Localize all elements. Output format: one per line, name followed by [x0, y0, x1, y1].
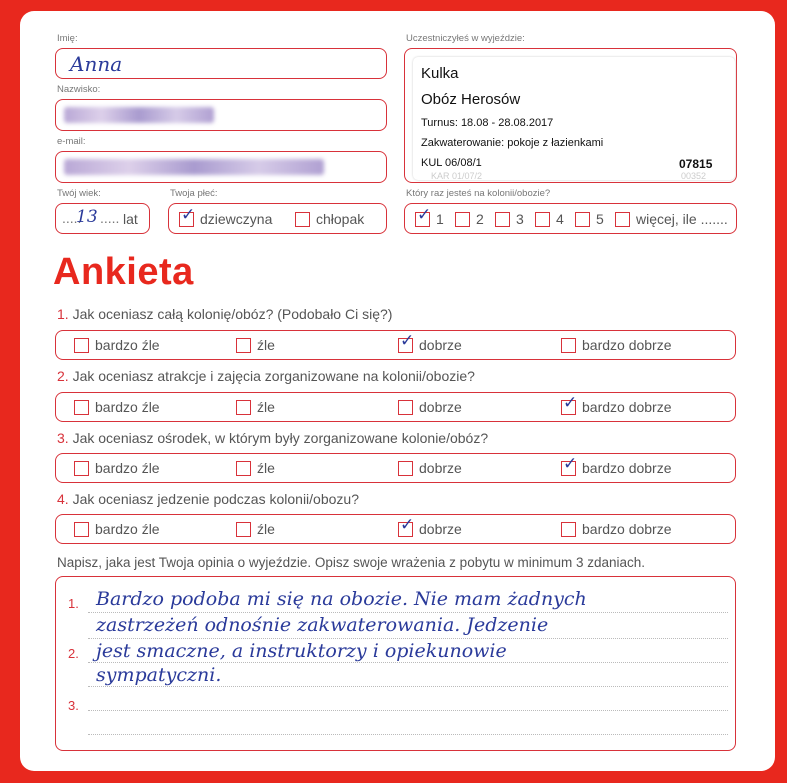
answer-row-2 — [55, 392, 736, 422]
option-label: bardzo źle — [95, 460, 160, 477]
checkbox[interactable] — [561, 392, 578, 415]
email-label: e-mail: — [57, 136, 86, 147]
checkbox[interactable] — [535, 212, 550, 227]
option-bardzo-dobrze[interactable] — [561, 520, 672, 537]
visits-option-1[interactable] — [415, 204, 444, 228]
question-text: Jak oceniasz ośrodek, w którym były zorganizowane kolonie/obóz? — [72, 430, 489, 446]
option-label: bardzo źle — [95, 521, 160, 538]
visits-option-5[interactable] — [575, 210, 604, 227]
camp-number: 07815 — [679, 157, 713, 171]
checkbox[interactable] — [455, 212, 470, 227]
age-unit: lat — [123, 211, 138, 227]
checkbox[interactable] — [74, 461, 89, 476]
question-text: Jak oceniasz jedzenie podczas kolonii/obozu? — [72, 491, 359, 507]
option-label: dobrze — [419, 460, 462, 477]
check-mark-icon: ✓ — [181, 204, 196, 225]
opinion-line-4: sympatyczni. — [96, 664, 222, 686]
checkbox[interactable] — [561, 453, 578, 476]
question-number: 1. — [57, 306, 69, 322]
option-label: 1 — [436, 211, 444, 228]
visits-option-4[interactable] — [535, 210, 564, 227]
opinion-line-3: jest smaczne, a instruktorzy i opiekunowie — [96, 640, 507, 662]
trip-field — [404, 48, 737, 183]
question-1 — [57, 306, 392, 322]
option-label: więcej, ile ....... — [636, 211, 728, 228]
gender-option-girl[interactable] — [179, 204, 273, 228]
option-label: bardzo dobrze — [582, 337, 672, 354]
option-zle[interactable] — [236, 459, 275, 476]
option-label: źle — [257, 337, 275, 354]
gender-label: Twoja płeć: — [170, 188, 218, 199]
option-bardzo-zle[interactable] — [74, 520, 160, 537]
ruled-line — [88, 638, 728, 639]
option-label: dobrze — [419, 337, 462, 354]
camp-code: KUL 06/08/1 — [421, 157, 482, 169]
option-bardzo-zle[interactable] — [74, 336, 160, 353]
option-label: dobrze — [419, 521, 462, 538]
ruled-line — [88, 734, 728, 735]
email-redacted — [64, 159, 324, 175]
opinion-line-1: Bardzo podoba mi się na obozie. Nie mam żadnych — [96, 588, 587, 610]
gender-option-boy[interactable] — [295, 210, 364, 227]
sticker-name: Kulka — [421, 65, 459, 82]
age-field[interactable] — [55, 203, 150, 234]
option-label: 4 — [556, 211, 564, 228]
surname-field[interactable] — [55, 99, 387, 131]
option-bardzo-zle[interactable] — [74, 459, 160, 476]
option-label: bardzo dobrze — [582, 460, 672, 477]
survey-title: Ankieta — [53, 251, 194, 293]
question-number: 3. — [57, 430, 69, 446]
checkbox[interactable] — [74, 338, 89, 353]
ruled-line — [88, 686, 728, 687]
checkbox[interactable] — [398, 400, 413, 415]
option-dobrze[interactable] — [398, 514, 462, 538]
checkbox[interactable] — [236, 522, 251, 537]
gender-field — [168, 203, 387, 234]
question-number: 4. — [57, 491, 69, 507]
question-text: Jak oceniasz całą kolonię/obóz? (Podobało Ci się?) — [72, 306, 393, 322]
check-mark-icon: ✓ — [400, 514, 415, 535]
question-3 — [57, 430, 488, 446]
under-number: 00352 — [681, 171, 707, 181]
option-zle[interactable] — [236, 336, 275, 353]
name-field[interactable] — [55, 48, 387, 79]
option-bardzo-zle[interactable] — [74, 398, 160, 415]
checkbox[interactable] — [236, 461, 251, 476]
ruled-line — [88, 710, 728, 711]
check-mark-icon: ✓ — [417, 204, 432, 225]
checkbox[interactable] — [615, 212, 630, 227]
under-code: KAR 01/07/2 — [431, 171, 483, 181]
checkbox[interactable] — [236, 400, 251, 415]
checkbox[interactable] — [561, 522, 576, 537]
visits-option-2[interactable] — [455, 210, 484, 227]
checkbox[interactable] — [495, 212, 510, 227]
trip-label: Uczestniczyłeś w wyjeździe: — [406, 33, 525, 44]
option-zle[interactable] — [236, 520, 275, 537]
option-zle[interactable] — [236, 398, 275, 415]
question-2 — [57, 368, 475, 384]
visits-option-more[interactable] — [615, 210, 728, 227]
line-number-2: 2. — [68, 646, 79, 661]
option-label: dziewczyna — [200, 211, 273, 228]
option-label: źle — [257, 460, 275, 477]
opinion-line-2: zastrzeżeń odnośnie zakwaterowania. Jedzenie — [96, 614, 549, 636]
answer-row-3 — [55, 453, 736, 483]
option-dobrze[interactable] — [398, 330, 462, 354]
line-number-1: 1. — [68, 596, 79, 611]
camp-sticker — [413, 57, 735, 180]
visits-field — [404, 203, 737, 234]
option-label: źle — [257, 521, 275, 538]
check-mark-icon: ✓ — [400, 330, 415, 351]
option-label: bardzo źle — [95, 399, 160, 416]
option-label: bardzo dobrze — [582, 521, 672, 538]
option-label: 3 — [516, 211, 524, 228]
option-bardzo-dobrze[interactable] — [561, 336, 672, 353]
accommodation: Zakwaterowanie: pokoje z łazienkami — [421, 137, 604, 149]
checkbox[interactable] — [398, 461, 413, 476]
turnus: Turnus: 18.08 - 28.08.2017 — [421, 117, 554, 129]
checkbox[interactable] — [575, 212, 590, 227]
surname-redacted — [64, 107, 214, 123]
checkbox[interactable] — [398, 514, 415, 537]
option-label: 2 — [476, 211, 484, 228]
option-label: bardzo dobrze — [582, 399, 672, 416]
question-4 — [57, 491, 359, 507]
checkbox[interactable] — [74, 400, 89, 415]
name-label: Imię: — [57, 33, 78, 44]
checkbox[interactable] — [74, 522, 89, 537]
ruled-line — [88, 662, 728, 663]
option-label: 5 — [596, 211, 604, 228]
check-mark-icon: ✓ — [563, 453, 578, 474]
answer-row-4 — [55, 514, 736, 544]
surname-label: Nazwisko: — [57, 84, 101, 95]
question-number: 2. — [57, 368, 69, 384]
visits-option-3[interactable] — [495, 210, 524, 227]
question-text: Jak oceniasz atrakcje i zajęcia zorganizowane na kolonii/obozie? — [72, 368, 475, 384]
visits-label: Który raz jesteś na kolonii/obozie? — [406, 188, 551, 199]
option-bardzo-dobrze[interactable] — [561, 453, 672, 477]
check-mark-icon: ✓ — [563, 392, 578, 413]
age-dots-2: ..... — [100, 210, 120, 226]
name-value: Anna — [70, 52, 123, 76]
option-dobrze[interactable] — [398, 459, 462, 476]
option-bardzo-dobrze[interactable] — [561, 392, 672, 416]
email-field[interactable] — [55, 151, 387, 183]
checkbox[interactable] — [295, 212, 310, 227]
answer-row-1 — [55, 330, 736, 360]
checkbox[interactable] — [415, 204, 432, 227]
age-dots: ..... — [62, 210, 82, 226]
option-label: źle — [257, 399, 275, 416]
opinion-prompt: Napisz, jaka jest Twoja opinia o wyjeździe. Opisz swoje wrażenia z pobytu w minimum 3 zdaniach. — [57, 555, 646, 570]
ruled-line — [88, 612, 728, 613]
age-label: Twój wiek: — [57, 188, 101, 199]
checkbox[interactable] — [561, 338, 576, 353]
option-dobrze[interactable] — [398, 398, 462, 415]
option-label: dobrze — [419, 399, 462, 416]
checkbox[interactable] — [179, 204, 196, 227]
line-number-3: 3. — [68, 698, 79, 713]
checkbox[interactable] — [236, 338, 251, 353]
age-value: 13 — [76, 207, 98, 227]
option-label: chłopak — [316, 211, 365, 228]
camp-name: Obóz Herosów — [421, 91, 521, 108]
checkbox[interactable] — [398, 330, 415, 353]
option-label: bardzo źle — [95, 337, 160, 354]
